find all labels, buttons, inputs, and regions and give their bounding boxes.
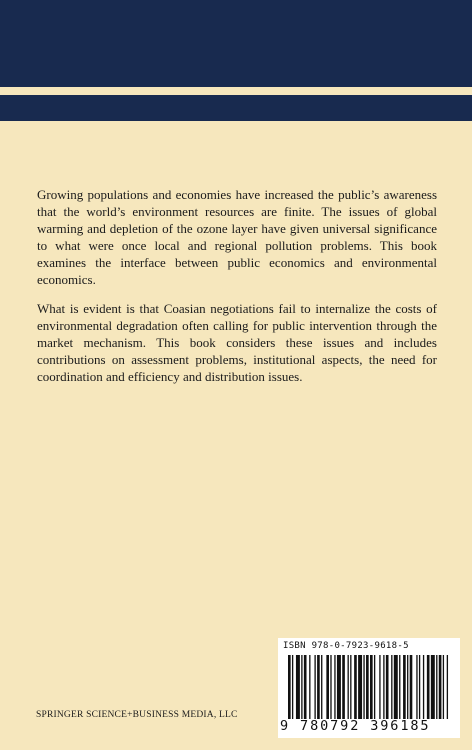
back-cover-blurb	[37, 186, 437, 397]
barcode-icon	[288, 655, 452, 719]
cover-top-band	[0, 0, 472, 87]
cover-gold-stripe	[0, 87, 472, 95]
barcode-digits: 9 780792 396185	[280, 718, 431, 734]
blurb-paragraph-1: Growing populations and economies have increased the public’s awareness that the world’s environment resources are finite. The issues of global warming and depletion of the ozone layer have given universal significance to what were once local and regional pollution problems. This book examines the interface between public economics and environmental economics.	[37, 187, 437, 287]
isbn-label: ISBN 978-0-7923-9618-5	[283, 641, 409, 651]
blurb-paragraph-2: What is evident is that Coasian negotiations fail to internalize the costs of environmental degradation often calling for public intervention through the market mechanism. This book considers these issues and includes contributions on assessment problems, institutional aspects, the need for coordination and efficiency and distribution issues.	[37, 301, 437, 384]
cover-navy-stripe	[0, 95, 472, 121]
publisher-name: SPRINGER SCIENCE+BUSINESS MEDIA, LLC	[36, 710, 238, 720]
